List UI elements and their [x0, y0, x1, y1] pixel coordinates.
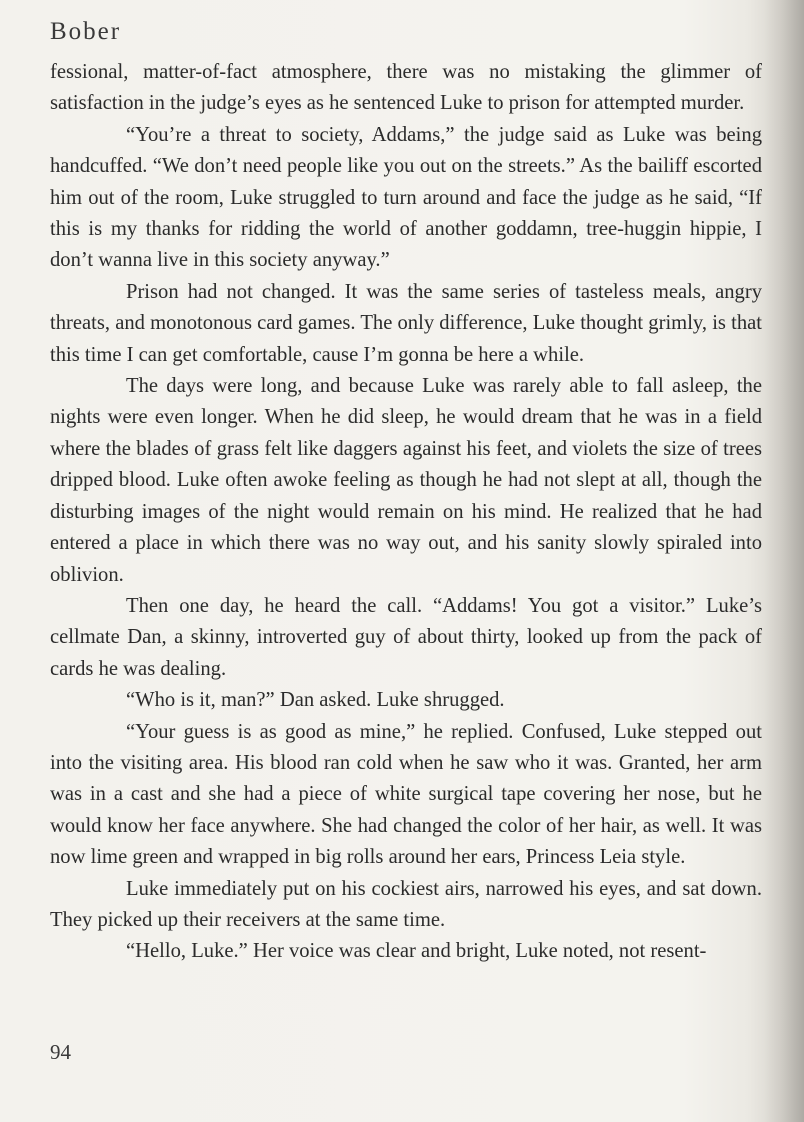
binding-shadow — [764, 0, 804, 1122]
paragraph-7: “Your guess is as good as mine,” he replied. Confused, Luke stepped out into the visiting area. His blood ran cold when he saw who it was. Granted, her arm was in a cast and she had a piece of white surgical tape covering her nose, but he would know her face anywhere. She had changed the color of her hair, as well. It was now lime green and wrapped in big rolls around her ears, Princess Leia style. — [50, 720, 762, 869]
paragraph-5: Then one day, he heard the call. “Addams! You got a visitor.” Luke’s cellmate Dan, a skinny, introverted guy of about thirty, looked up from the pack of cards he was dealing. — [50, 594, 762, 680]
paragraph-6: “Who is it, man?” Dan asked. Luke shrugged. — [126, 689, 505, 712]
paragraph-2: “You’re a threat to society, Addams,” the judge said as Luke was being handcuffed. “We don’t need people like you out on the streets.” As the bailiff escorted him out of the room, Luke struggled to turn around and face the judge as he said, “If this is my thanks for ridding the world of another goddamn, tree-huggin hippie, I don’t wanna live in this society anyway.” — [50, 123, 762, 272]
body-text — [50, 57, 762, 968]
running-head: Bober — [50, 18, 122, 45]
paragraph-9: “Hello, Luke.” Her voice was clear and bright, Luke noted, not resent- — [126, 940, 707, 963]
paragraph-3: Prison had not changed. It was the same series of tasteless meals, angry threats, and monotonous card games. The only difference, Luke thought grimly, is that this time I can get comfortable, cause I’m gonna be here a while. — [50, 280, 762, 366]
paragraph-8: Luke immediately put on his cockiest airs, narrowed his eyes, and sat down. They picked up their receivers at the same time. — [50, 877, 762, 931]
page-number: 94 — [50, 1040, 71, 1064]
paragraph-4: The days were long, and because Luke was rarely able to fall asleep, the nights were even longer. When he did sleep, he would dream that he was in a field where the blades of grass felt like daggers against his feet, and violets the size of trees dripped blood. Luke often awoke feeling as though he had not slept at all, though the disturbing images of the night would remain on his mind. He realized that he had entered a place in which there was no way out, and his sanity slowly spiraled into oblivion. — [50, 375, 762, 586]
paragraph-1: fessional, matter-of-fact atmosphere, there was no mistaking the glimmer of satisfaction in the judge’s eyes as he sentenced Luke to prison for attempted murder. — [50, 61, 762, 115]
